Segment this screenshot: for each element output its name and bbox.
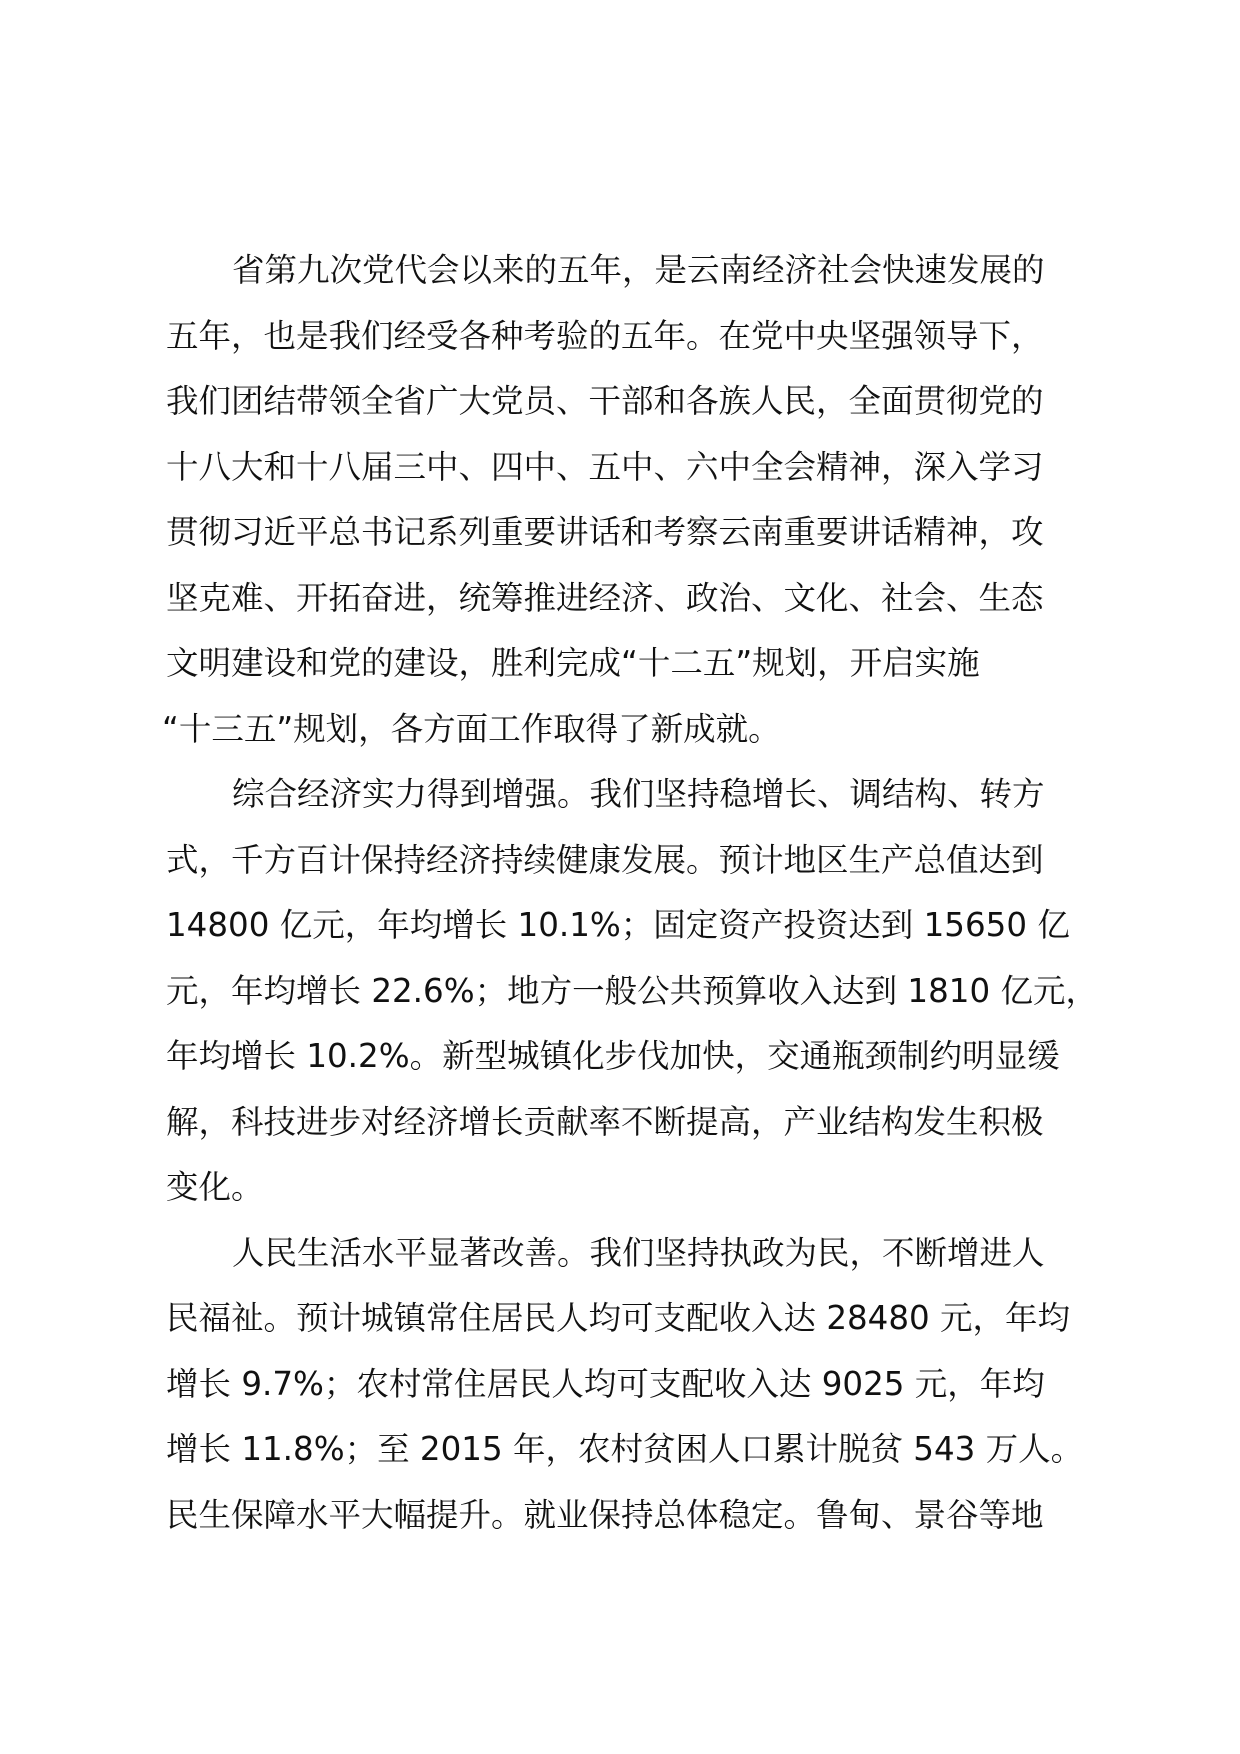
paragraph-line: 人民生活水平显著改善。我们坚持执政为民，不断增进人 <box>232 1233 1045 1272</box>
paragraph-line: 解，科技进步对经济增长贡献率不断提高，产业结构发生积极 <box>166 1102 1044 1141</box>
paragraph-1 <box>162 238 1086 762</box>
paragraph-line: 我们团结带领全省广大党员、干部和各族人民，全面贯彻党的 <box>166 382 1044 420</box>
paragraph-line: 民福祉。预计城镇常住居民人均可支配收入达 28480 元，年均 <box>166 1299 1071 1337</box>
paragraph-line: 元，年均增长 22.6%；地方一般公共预算收入达到 1810 亿元， <box>166 971 1098 1010</box>
paragraph-line: 增长 11.8%；至 2015 年，农村贫困人口累计脱贫 543 万人。 <box>166 1430 1084 1468</box>
paragraph-line: 民生保障水平大幅提升。就业保持总体稳定。鲁甸、景谷等地 <box>166 1495 1044 1534</box>
paragraph-line: 省第九次党代会以来的五年，是云南经济社会快速发展的 <box>232 251 1045 289</box>
paragraph-line: 变化。 <box>166 1168 264 1206</box>
paragraph-line: 文明建设和党的建设，胜利完成“十二五”规划，开启实施 <box>166 644 980 682</box>
paragraph-line: 贯彻习近平总书记系列重要讲话和考察云南重要讲话精神，攻 <box>166 513 1044 551</box>
paragraph-line: 年均增长 10.2%。新型城镇化步伐加快，交通瓶颈制约明显缓 <box>166 1037 1060 1075</box>
paragraph-line: 十八大和十八届三中、四中、五中、六中全会精神，深入学习 <box>166 447 1044 486</box>
body-text <box>162 238 1098 1548</box>
paragraph-line: “十三五”规划，各方面工作取得了新成就。 <box>162 709 781 748</box>
paragraph-line: 增长 9.7%；农村常住居民人均可支配收入达 9025 元，年均 <box>166 1364 1045 1403</box>
paragraph-2 <box>166 762 1098 1221</box>
paragraph-line: 综合经济实力得到增强。我们坚持稳增长、调结构、转方 <box>232 775 1045 813</box>
paragraph-3 <box>166 1221 1086 1549</box>
paragraph-line: 式，千方百计保持经济持续健康发展。预计地区生产总值达到 <box>166 840 1044 879</box>
paragraph-line: 坚克难、开拓奋进，统筹推进经济、政治、文化、社会、生态 <box>166 578 1044 617</box>
paragraph-line: 14800 亿元，年均增长 10.1%；固定资产投资达到 15650 亿 <box>166 906 1070 944</box>
paragraph-line: 五年，也是我们经受各种考验的五年。在党中央坚强领导下， <box>166 316 1044 355</box>
